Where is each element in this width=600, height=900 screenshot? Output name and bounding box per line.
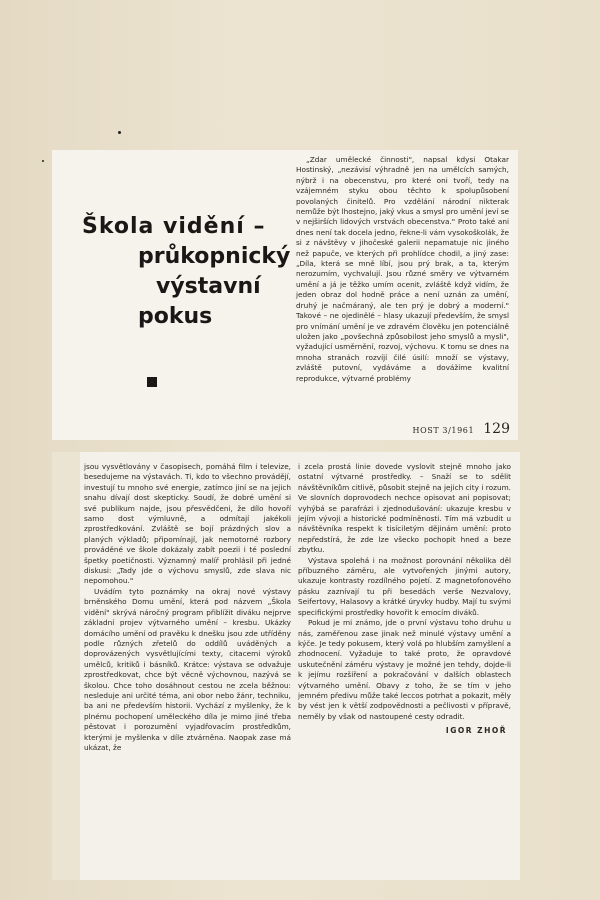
paragraph: Pokud je mi známo, jde o první výstavu toho druhu u nás, zaměřenou zase jinak než minulé výstavy umění a kýče. Je tedy pokusem, který volá po hlubším zamyšlení a zhodnocení. Vyžaduje to také proto, že opravdové uskutečnění záměru výstavy je možné jen tehdy, dojde-li k jejímu rozšíření a pokračování v dalších oblastech výtvarného umění. Obavy z toho, že se tím v jeho jemném předivu může také leccos potrhat a pokazit, měly by vést jen k větší zodpovědnosti a pečlivosti v přípravě, neměly by však od nastoupené cesty odradit. bbox=[298, 618, 511, 721]
left-text-column bbox=[84, 462, 291, 753]
ink-dot bbox=[118, 131, 121, 134]
black-square-ornament bbox=[147, 377, 157, 387]
title-line: Škola vidění – bbox=[82, 214, 266, 239]
author-signature: IGOR ZHOŘ bbox=[445, 726, 507, 736]
intro-column bbox=[296, 155, 509, 384]
article-title bbox=[82, 212, 291, 332]
paragraph: i zcela prostá linie dovede vyslovit stejně mnoho jako ostatní výtvarné prostředky. – Snaží se to sdělit návštěvníkům citlivě, působit stejně na jejich city i rozum. Ve slovních doprovodech nechce opisovat ani popisovat; vyhýbá se parafrázi i zjednodušování: ukazuje kresbu v jejím vývoji a historické podmíněnosti. Tím má vzbudit u návštěvníka respekt k tisíciletým dějinám umění: proto nepředstírá, že zde lze všecko pochopit hned a beze zbytku. bbox=[298, 462, 511, 555]
right-text-column bbox=[298, 462, 511, 737]
title-line: průkopnický bbox=[138, 244, 291, 269]
paragraph: Uvádím tyto poznámky na okraj nové výstavy brněnského Domu umění, která pod názvem „Škola vidění" skrývá náročný program přiblížit diváku nejprve základní projev výtvarného umění – kresbu. Ukázky domácího umění od pravěku k dnešku jsou zde utříděny podle různých zřetelů do oddílů uváděných a doprovázených vysvětlujícími texty, citacemi výroků umělců, kritiků i básníků. Krátce: výstava se odvažuje zprostředkovat, chce být věcně výchovnou, nazývá se školou. Chce toho dosáhnout cestou ne zcela běžnou: nesleduje ani určité téma, ani obor nebo žánr, techniku, ba ani ne především historii. Vychází z myšlenky, že k plnému pochopení uměleckého díla je mimo jiné třeba pěstovat i porozumění vyjadřovacím prostředkům, kterými je myšlenka v díle ztvárněna. Naopak zase má ukázat, že bbox=[84, 586, 291, 752]
title-line: pokus bbox=[138, 304, 213, 329]
title-line: výstavní bbox=[156, 274, 261, 299]
magazine-issue: HOST 3/1961 bbox=[412, 426, 475, 435]
intro-paragraph: „Zdar umělecké činnosti", napsal kdysi Otakar Hostinský, „nezávisí výhradně jen na umělcích samých, nýbrž i na obecenstvu, pro které oni tvoří, tedy na vzájemném styku obou těchto k spolupůsobení povolaných činitelů. Pro vzdělání národní nikterak nemůže být lhostejno, jaký vkus a smysl pro umění jeví se v nejširších lidových vrstvách obecenstva." Proto také ani dnes není tak docela jedno, řekne-li vám vysokoškolák, že si z návštěvy v jihočeské galerii nepamatuje nic jiného než papuče, ve kterých při prohlídce chodil, a jiný zase: „Díla, která se mně líbí, jsou prý brak, a ta, kterým nerozumím, vychvalují. Jsou různé směry ve výtvarném umění a já je těžko umím ocenit, zvláště když vidím, že jeden obraz dol hodně práce a není uznán za umění, druhý je načmáraný, ale ten prý je dobrý a moderní." Takové – ne ojedinělé – hlasy ukazují především, že smysl pro vnímání umění je ve zdravém člověku jen potenciálně uložen jako „povšechná způsobilost jeho smyslů a mysli", vyžadující usměrnění, rozvoj, výchovu. K tomu se dnes na mnoha stranách rozvíjí čilé úsilí: množí se výstavy, zvláště putovní, vydáváme a dovážíme kvalitní reprodukce, výtvarné problémy bbox=[296, 155, 509, 383]
page-number: 129 bbox=[483, 421, 510, 437]
folio bbox=[360, 418, 510, 437]
paragraph: jsou vysvětlovány v časopisech, pomáhá film i televize, besedujeme na výstavách. Ti, kdo to všechno provádějí, investují tu mnoho své energie, zatímco jiní se na jejich snahu dívají dost skepticky. Soudí, že dobré umění si své publikum najde, jsou přesvědčeni, že dílo hovoří samo dost výmluvně, a odmítají jakékoli zprostředkování. Zvláště se bojí prázdných slov a planých výkladů; připomínají, jak nemotorné rozbory prováděné ve škole dokázaly zabít poezii i té poslední špetky poetičnosti. Významný malíř prohlásil při jedné diskusi: „Tady jde o výchovu smyslů, zde slava nic nepomohou." bbox=[84, 462, 291, 586]
paragraph: Výstava spolehá i na možnost porovnání několika děl příbuzného záměru, ale vytvořených jinými autory, ukazuje kontrasty rozdílného pojetí. Z magnetofonového pásku zaznívají tu při besedách verše Nezvalovy, Seifertovy, Halasovy a krátké úryvky hudby. Mají tu svými specifickými prostředky hovořit k emocím diváků. bbox=[298, 555, 511, 617]
lower-left-strip bbox=[52, 452, 80, 880]
ink-dot bbox=[42, 160, 44, 162]
